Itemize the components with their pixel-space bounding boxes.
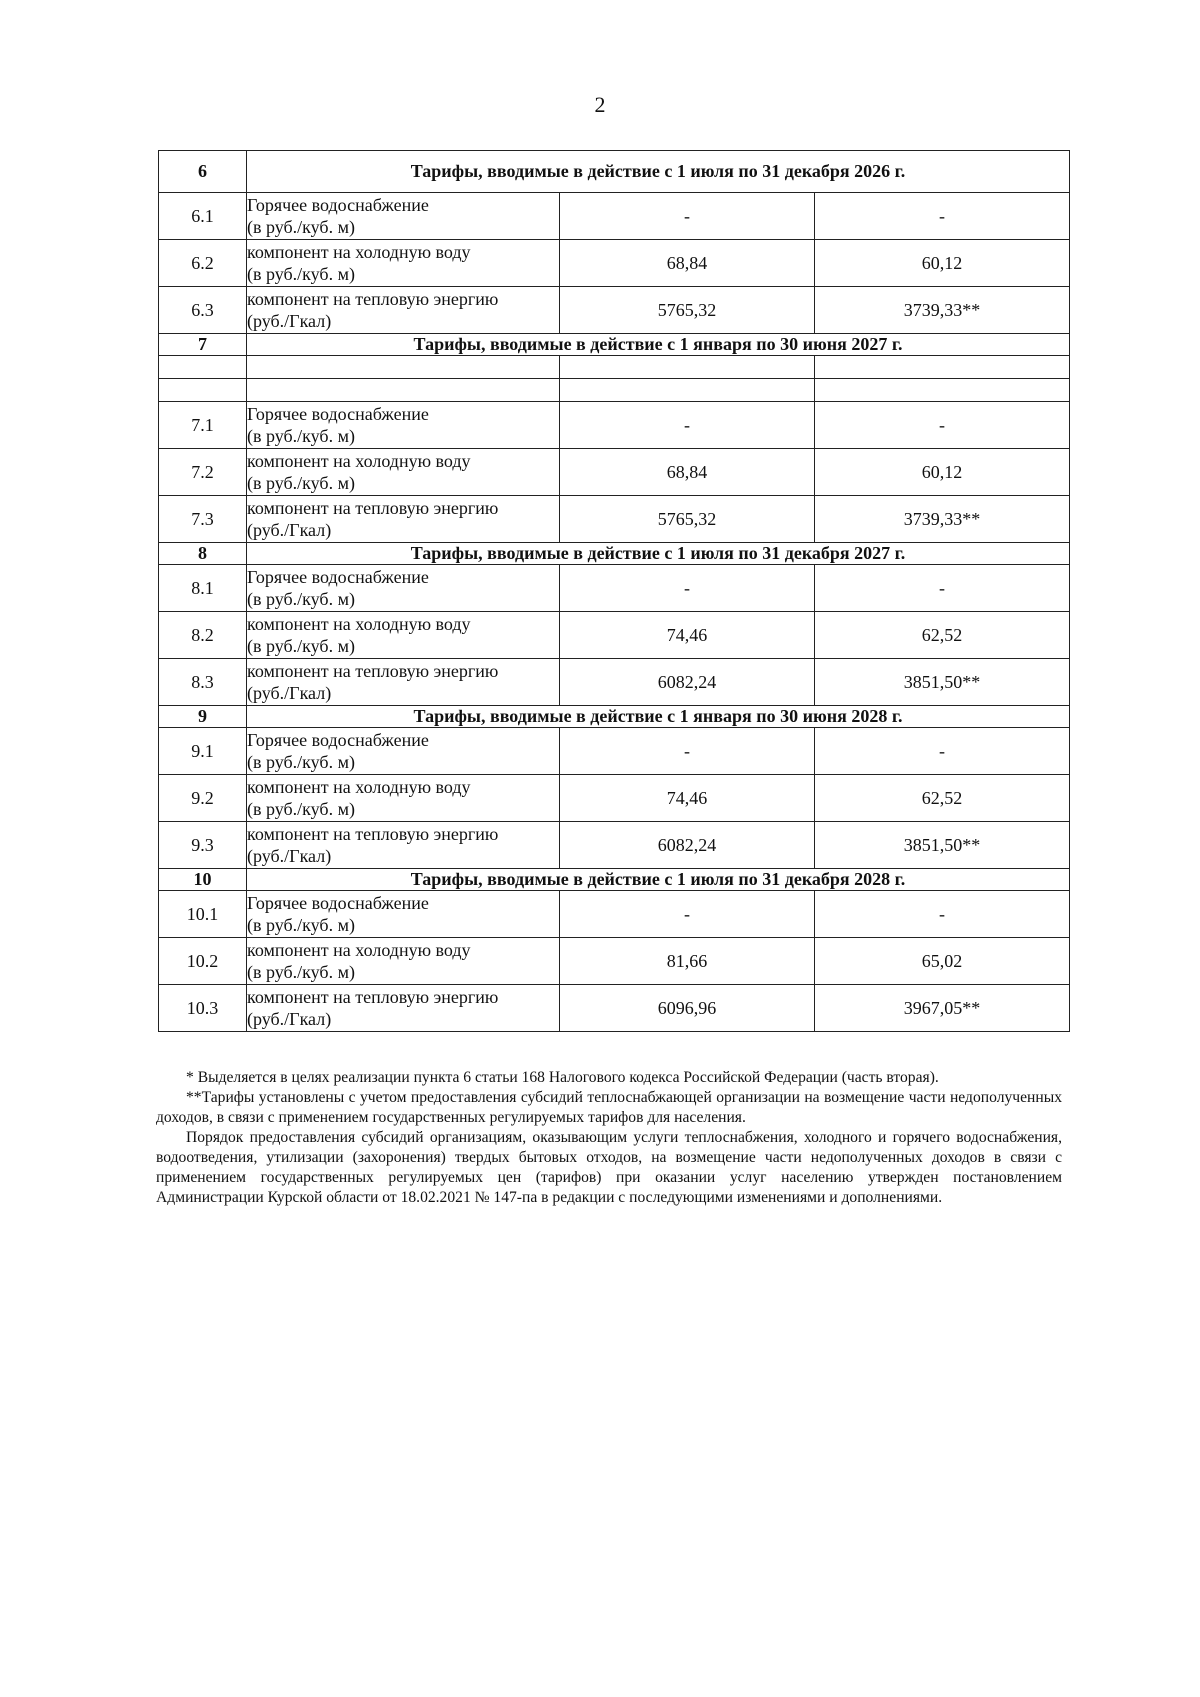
row-value-1: 68,84	[560, 240, 815, 287]
row-name-line1: компонент на тепловую энергию	[247, 987, 499, 1007]
row-number: 9.3	[159, 822, 247, 869]
row-name-line1: компонент на холодную воду	[247, 242, 471, 262]
table-row	[159, 402, 1070, 449]
row-value-2: 3851,50**	[815, 659, 1070, 706]
row-name-line2: (руб./Гкал)	[247, 520, 332, 540]
empty-row	[159, 356, 1070, 379]
footnote-subsidy: **Тарифы установлены с учетом предоставления субсидий теплоснабжающей организации на возмещение части недополученных доходов, в связи с применением государственных регулируемых тарифов для населения.	[156, 1089, 1062, 1126]
row-name	[247, 938, 560, 985]
row-name-line1: Горячее водоснабжение	[247, 567, 429, 587]
row-name-line2: (руб./Гкал)	[247, 1009, 332, 1029]
row-number: 7.2	[159, 449, 247, 496]
row-value-1: 5765,32	[560, 496, 815, 543]
row-name-line2: (в руб./куб. м)	[247, 799, 355, 819]
row-name	[247, 612, 560, 659]
row-name-line1: компонент на холодную воду	[247, 614, 471, 634]
empty-row	[159, 379, 1070, 402]
row-name-line1: компонент на холодную воду	[247, 777, 471, 797]
row-name	[247, 891, 560, 938]
row-name-line2: (в руб./куб. м)	[247, 752, 355, 772]
table-row	[159, 287, 1070, 334]
table-row	[159, 728, 1070, 775]
row-name	[247, 449, 560, 496]
table-row	[159, 659, 1070, 706]
row-value-2: -	[815, 402, 1070, 449]
row-number: 9.2	[159, 775, 247, 822]
row-name-line2: (руб./Гкал)	[247, 683, 332, 703]
section-header	[159, 334, 1070, 356]
row-value-2: -	[815, 891, 1070, 938]
row-value-2: 62,52	[815, 612, 1070, 659]
table-row	[159, 822, 1070, 869]
row-name-line2: (в руб./куб. м)	[247, 589, 355, 609]
row-value-1: 6082,24	[560, 659, 815, 706]
table-row	[159, 775, 1070, 822]
section-header	[159, 869, 1070, 891]
empty-cell	[247, 356, 560, 379]
row-value-2: 3851,50**	[815, 822, 1070, 869]
row-name	[247, 659, 560, 706]
row-name-line1: Горячее водоснабжение	[247, 730, 429, 750]
row-value-1: 74,46	[560, 775, 815, 822]
row-name	[247, 496, 560, 543]
row-value-1: -	[560, 565, 815, 612]
row-name	[247, 822, 560, 869]
table-row	[159, 496, 1070, 543]
row-name-line2: (руб./Гкал)	[247, 311, 332, 331]
row-number: 10.1	[159, 891, 247, 938]
row-name-line1: компонент на тепловую энергию	[247, 289, 499, 309]
table-row	[159, 938, 1070, 985]
empty-cell	[560, 356, 815, 379]
row-value-2: -	[815, 728, 1070, 775]
row-value-1: -	[560, 193, 815, 240]
row-name	[247, 985, 560, 1032]
section-number: 8	[159, 543, 247, 565]
row-number: 6.1	[159, 193, 247, 240]
tariff-table	[158, 150, 1070, 1032]
empty-cell	[247, 379, 560, 402]
row-value-2: 62,52	[815, 775, 1070, 822]
row-name	[247, 565, 560, 612]
row-number: 10.2	[159, 938, 247, 985]
row-name	[247, 775, 560, 822]
row-number: 6.2	[159, 240, 247, 287]
row-name-line2: (в руб./куб. м)	[247, 962, 355, 982]
table-row	[159, 891, 1070, 938]
section-title: Тарифы, вводимые в действие с 1 июля по 31 декабря 2026 г.	[247, 151, 1070, 193]
row-value-1: 74,46	[560, 612, 815, 659]
empty-cell	[159, 356, 247, 379]
section-header	[159, 706, 1070, 728]
empty-cell	[159, 379, 247, 402]
table-row	[159, 612, 1070, 659]
footnote-vat: * Выделяется в целях реализации пункта 6 статьи 168 Налогового кодекса Российской Федерации (часть вторая).	[186, 1069, 939, 1086]
row-name-line1: Горячее водоснабжение	[247, 404, 429, 424]
empty-cell	[560, 379, 815, 402]
row-name-line1: компонент на тепловую энергию	[247, 498, 499, 518]
row-value-2: 60,12	[815, 449, 1070, 496]
footnotes	[156, 1068, 1062, 1208]
row-value-2: -	[815, 193, 1070, 240]
section-number: 6	[159, 151, 247, 193]
section-number: 10	[159, 869, 247, 891]
section-number: 9	[159, 706, 247, 728]
row-number: 6.3	[159, 287, 247, 334]
row-value-2: 3739,33**	[815, 287, 1070, 334]
table-row	[159, 449, 1070, 496]
table-row	[159, 565, 1070, 612]
row-value-1: 6082,24	[560, 822, 815, 869]
row-name	[247, 287, 560, 334]
page-number: 2	[594, 92, 606, 117]
row-name-line2: (в руб./куб. м)	[247, 426, 355, 446]
section-number: 7	[159, 334, 247, 356]
table-row	[159, 985, 1070, 1032]
row-number: 8.2	[159, 612, 247, 659]
row-name-line1: компонент на холодную воду	[247, 451, 471, 471]
section-title: Тарифы, вводимые в действие с 1 января по 30 июня 2028 г.	[247, 706, 1070, 728]
row-value-2: 60,12	[815, 240, 1070, 287]
row-number: 8.3	[159, 659, 247, 706]
row-number: 7.3	[159, 496, 247, 543]
row-name	[247, 728, 560, 775]
row-value-1: 5765,32	[560, 287, 815, 334]
row-number: 10.3	[159, 985, 247, 1032]
row-value-1: 6096,96	[560, 985, 815, 1032]
row-value-2: 65,02	[815, 938, 1070, 985]
section-header	[159, 543, 1070, 565]
row-name	[247, 193, 560, 240]
table-row	[159, 240, 1070, 287]
row-name-line2: (в руб./куб. м)	[247, 264, 355, 284]
row-value-2: 3739,33**	[815, 496, 1070, 543]
row-number: 8.1	[159, 565, 247, 612]
row-value-1: 81,66	[560, 938, 815, 985]
row-value-2: -	[815, 565, 1070, 612]
row-name-line1: компонент на тепловую энергию	[247, 661, 499, 681]
row-name-line2: (в руб./куб. м)	[247, 473, 355, 493]
table-row	[159, 193, 1070, 240]
row-value-1: 68,84	[560, 449, 815, 496]
row-value-1: -	[560, 728, 815, 775]
row-name-line1: Горячее водоснабжение	[247, 893, 429, 913]
row-name-line1: Горячее водоснабжение	[247, 195, 429, 215]
row-name-line2: (в руб./куб. м)	[247, 915, 355, 935]
section-title: Тарифы, вводимые в действие с 1 января по 30 июня 2027 г.	[247, 334, 1070, 356]
subsidy-procedure-paragraph: Порядок предоставления субсидий организациям, оказывающим услуги теплоснабжения, холодного и горячего водоснабжения, водоотведения, утилизации (захоронения) твердых бытовых отходов, на возмещение части недополученных доходов в связи с применением государственных регулируемых цен (тарифов) при оказании услуг населению утвержден постановлением Администрации Курской области от 18.02.2021 № 147-па в редакции с последующими изменениями и дополнениями.	[156, 1129, 1062, 1206]
empty-cell	[815, 379, 1070, 402]
section-title: Тарифы, вводимые в действие с 1 июля по 31 декабря 2027 г.	[247, 543, 1070, 565]
section-header	[159, 151, 1070, 193]
row-name-line1: компонент на тепловую энергию	[247, 824, 499, 844]
row-name	[247, 402, 560, 449]
row-name-line2: (в руб./куб. м)	[247, 217, 355, 237]
row-number: 9.1	[159, 728, 247, 775]
row-value-1: -	[560, 402, 815, 449]
row-name-line1: компонент на холодную воду	[247, 940, 471, 960]
row-name-line2: (руб./Гкал)	[247, 846, 332, 866]
row-name-line2: (в руб./куб. м)	[247, 636, 355, 656]
section-title: Тарифы, вводимые в действие с 1 июля по 31 декабря 2028 г.	[247, 869, 1070, 891]
row-value-2: 3967,05**	[815, 985, 1070, 1032]
empty-cell	[815, 356, 1070, 379]
row-name	[247, 240, 560, 287]
row-number: 7.1	[159, 402, 247, 449]
row-value-1: -	[560, 891, 815, 938]
